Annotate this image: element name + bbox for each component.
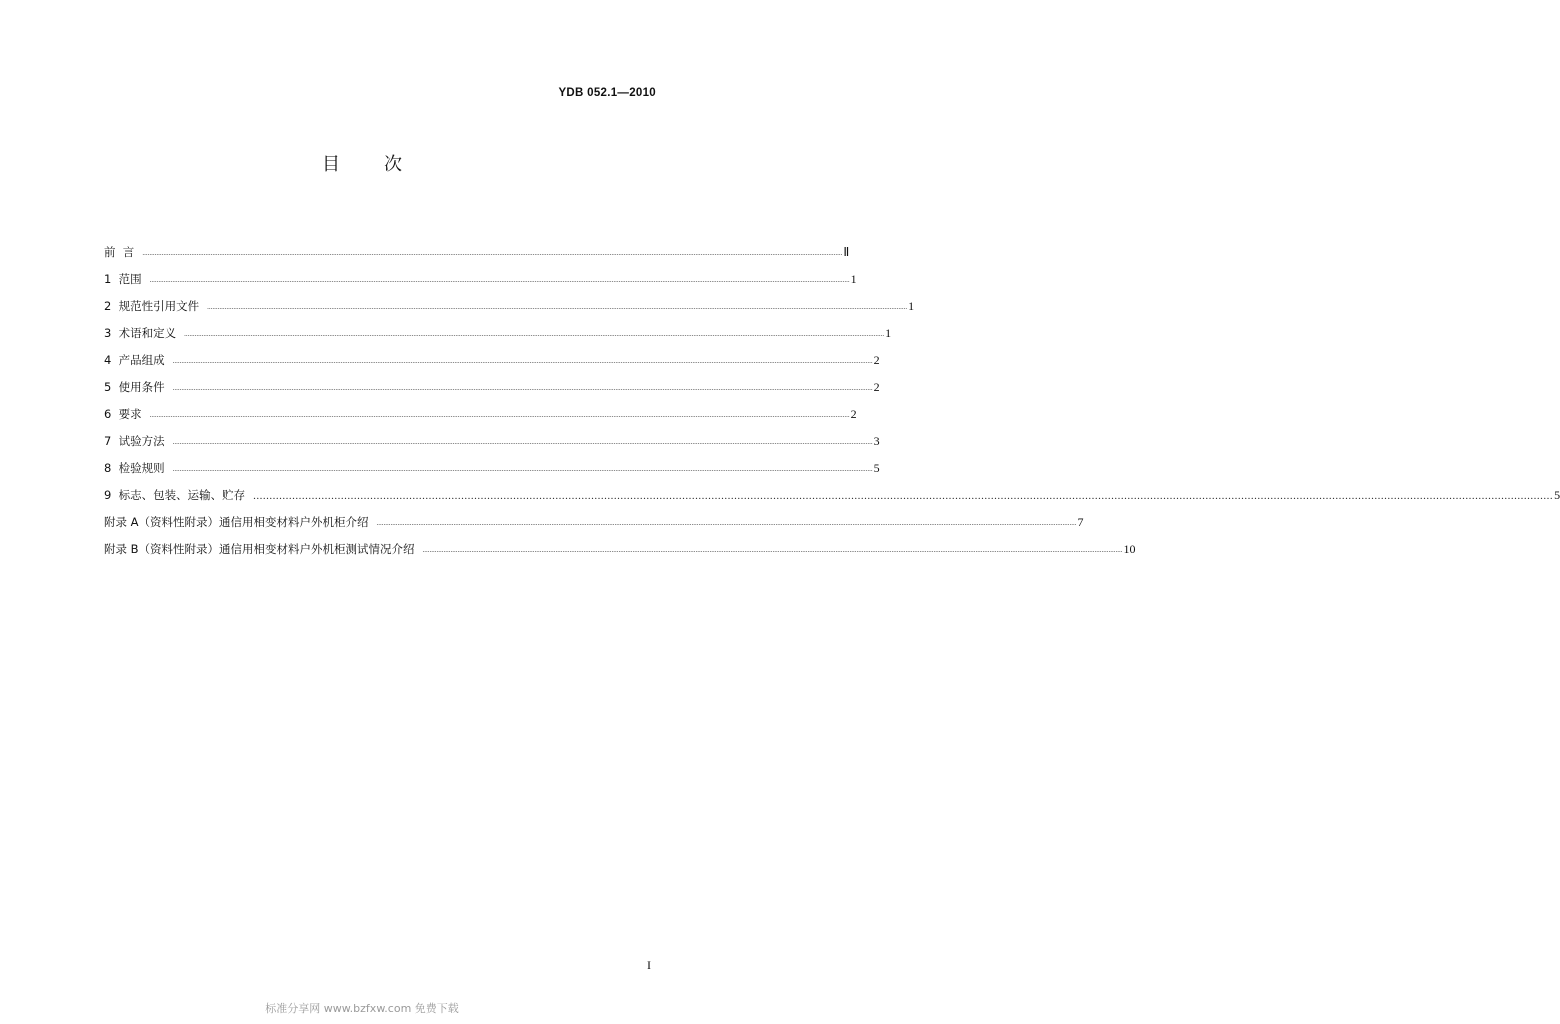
toc-entry-marking[interactable] xyxy=(104,475,1560,502)
toc-label: 9 标志、包装、运输、贮存 xyxy=(104,488,246,502)
toc-leader: ................................................................................................................................................................................................................................................................................................................................................................................................................ xyxy=(422,546,1123,554)
toc-leader: ................................................................................................................................................................................................................................................................................................................................................................................................................ xyxy=(172,384,873,392)
toc-label: 4 产品组成 xyxy=(104,353,165,367)
page-title xyxy=(0,150,724,176)
toc-entry-composition[interactable] xyxy=(104,340,880,367)
toc-page: 2 xyxy=(873,380,880,394)
title-char-2: 次 xyxy=(384,154,402,175)
toc-page: 1 xyxy=(850,272,857,286)
toc-label: 2 规范性引用文件 xyxy=(104,299,200,313)
toc-label: 附录 A（资料性附录）通信用相变材料户外机柜介绍 xyxy=(104,515,369,529)
toc-page: 2 xyxy=(850,407,857,421)
toc-entry-conditions[interactable] xyxy=(104,367,880,394)
toc-entry-annex-b[interactable] xyxy=(104,529,1136,556)
toc-leader: ................................................................................................................................................................................................................................................................................................................................................................................................................ xyxy=(172,438,873,446)
toc-leader: ................................................................................................................................................................................................................................................................................................................................................................................................................ xyxy=(184,330,885,338)
toc-label: 6 要求 xyxy=(104,407,142,421)
toc-page: 5 xyxy=(1554,488,1560,502)
toc-label: 附录 B（资料性附录）通信用相变材料户外机柜测试情况介绍 xyxy=(104,542,415,556)
toc-page: 10 xyxy=(1123,542,1136,556)
toc-page: 7 xyxy=(1077,515,1084,529)
toc-page: 1 xyxy=(885,326,892,340)
toc-page: 2 xyxy=(873,353,880,367)
toc-entry-terms[interactable] xyxy=(104,313,892,340)
toc-label: 5 使用条件 xyxy=(104,380,165,394)
page-number: I xyxy=(647,958,651,972)
toc-leader: ................................................................................................................................................................................................................................................................................................................................................................................................................ xyxy=(149,411,850,419)
toc-leader: ................................................................................................................................................................................................................................................................................................................................................................................................................ xyxy=(207,303,908,311)
toc-leader: ................................................................................................................................................................................................................................................................................................................................................................................................................ xyxy=(172,465,873,473)
toc-entry-annex-a[interactable] xyxy=(104,502,1084,529)
document-code: YDB 052.1—2010 xyxy=(558,87,656,99)
toc-page: Ⅱ xyxy=(843,245,850,259)
toc-label: 3 术语和定义 xyxy=(104,326,177,340)
toc-label: 7 试验方法 xyxy=(104,434,165,448)
toc-label: 1 范围 xyxy=(104,272,142,286)
toc-entry-inspection[interactable] xyxy=(104,448,880,475)
toc-leader: ................................................................................................................................................................................................................................................................................................................................................................................................................ xyxy=(142,249,843,257)
title-char-1: 目 xyxy=(322,154,340,175)
toc-entry-requirements[interactable] xyxy=(104,394,857,421)
toc-page: 5 xyxy=(873,461,880,475)
toc-label: 前 言 xyxy=(104,245,135,259)
toc-entry-foreword[interactable] xyxy=(104,232,850,259)
toc-entry-scope[interactable] xyxy=(104,259,857,286)
toc-leader: ................................................................................................................................................................................................................................................................................................................................................................................................................ xyxy=(253,490,1554,502)
table-of-contents xyxy=(104,232,1560,556)
toc-entry-normative-references[interactable] xyxy=(104,286,915,313)
toc-label: 8 检验规则 xyxy=(104,461,165,475)
footer-watermark: 标准分享网 www.bzfxw.com 免费下载 xyxy=(265,1002,459,1015)
toc-leader: ................................................................................................................................................................................................................................................................................................................................................................................................................ xyxy=(376,519,1077,527)
toc-page: 3 xyxy=(873,434,880,448)
toc-entry-test-methods[interactable] xyxy=(104,421,880,448)
toc-page: 1 xyxy=(908,299,915,313)
toc-leader: ................................................................................................................................................................................................................................................................................................................................................................................................................ xyxy=(149,276,850,284)
toc-leader: ................................................................................................................................................................................................................................................................................................................................................................................................................ xyxy=(172,357,873,365)
